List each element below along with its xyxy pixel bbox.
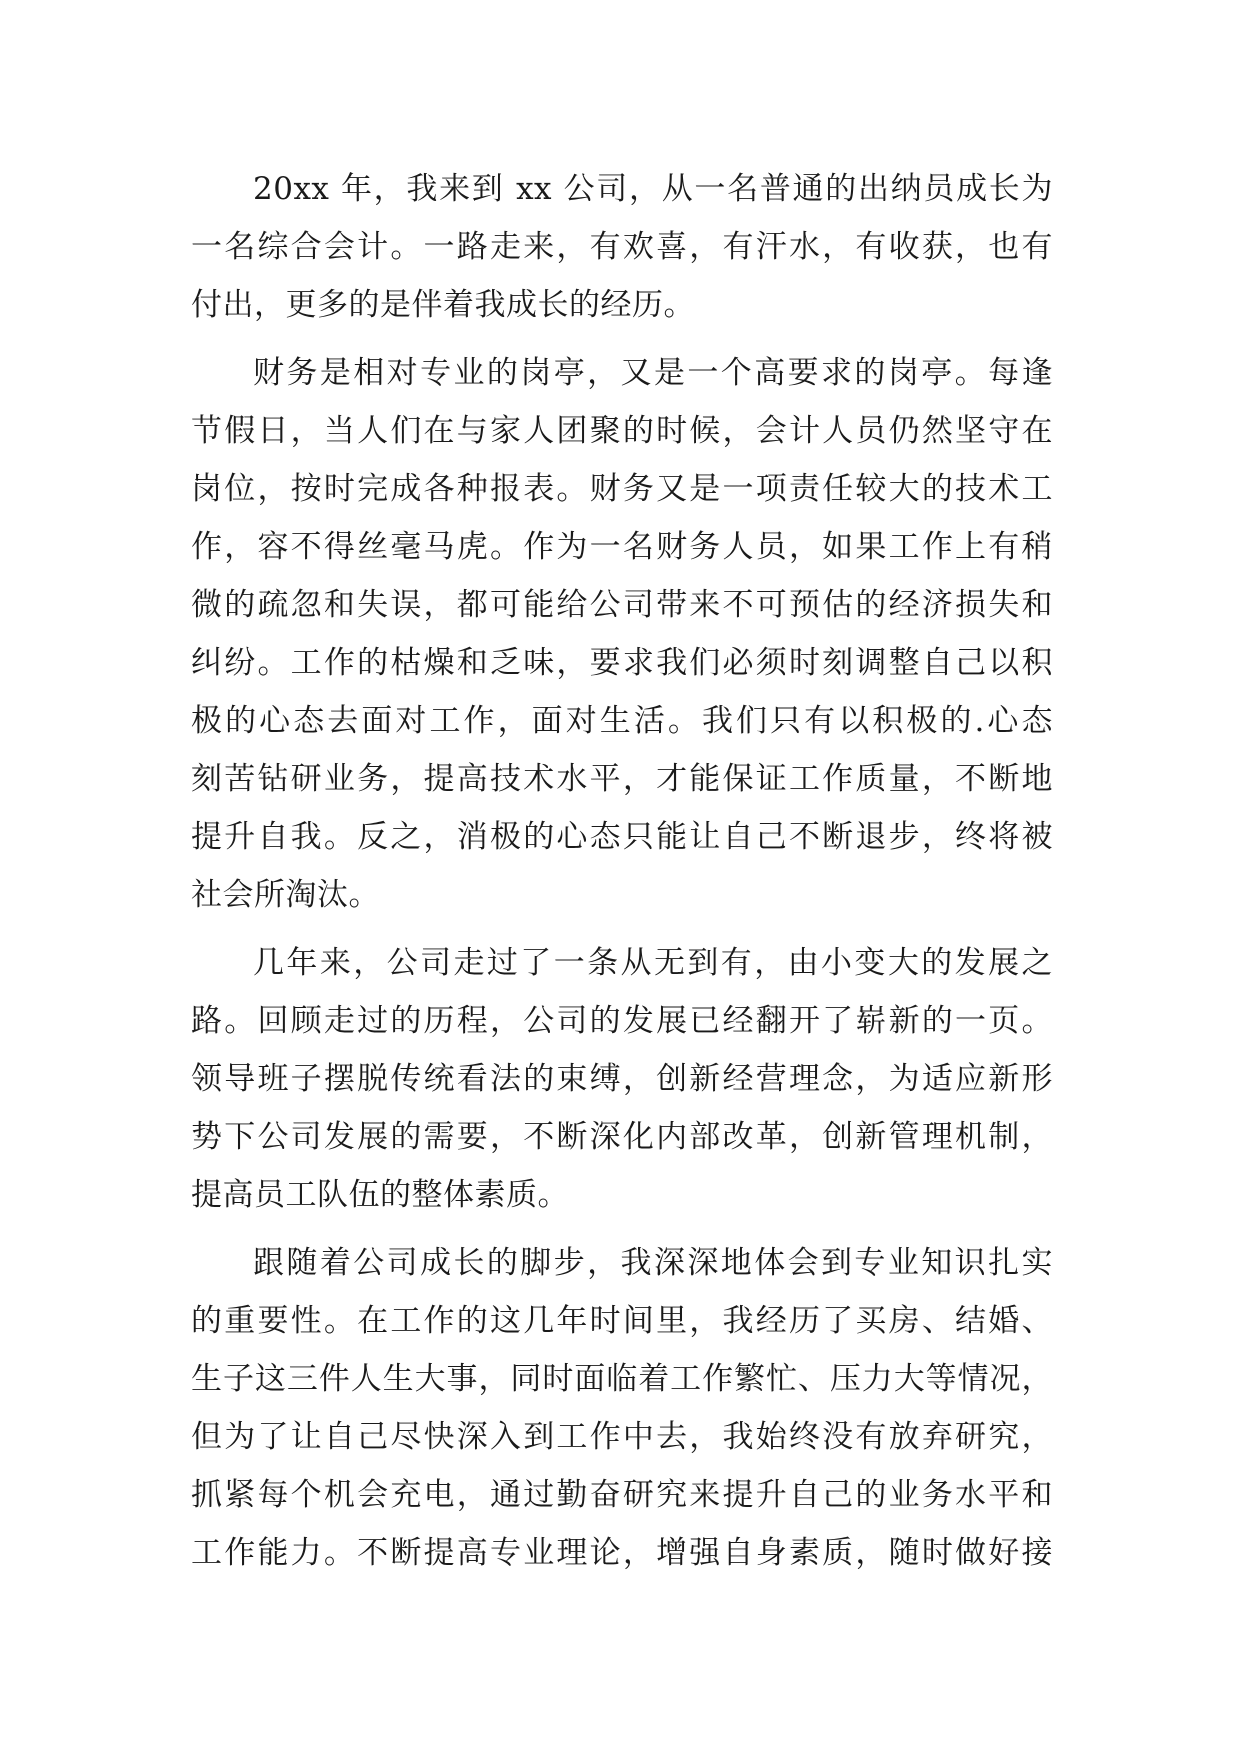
paragraph-1 xyxy=(191,160,1053,334)
text-line: 工作能力。不断提高专业理论，增强自身素质，随时做好接 xyxy=(191,1535,1053,1571)
text-line: 提升自我。反之，消极的心态只能让自己不断退步，终将被 xyxy=(191,819,1053,855)
text-line: 但为了让自己尽快深入到工作中去，我始终没有放弃研究， xyxy=(191,1419,1053,1455)
text-line: 跟随着公司成长的脚步，我深深地体会到专业知识扎实 xyxy=(253,1245,1053,1281)
text-line: 微的疏忽和失误，都可能给公司带来不可预估的经济损失和 xyxy=(191,587,1053,623)
document-body xyxy=(191,160,1053,1592)
text-line: 20xx 年，我来到 xx 公司，从一名普通的出纳员成长为 xyxy=(253,171,1053,207)
paragraph-3 xyxy=(191,934,1053,1224)
text-line: 提高员工队伍的整体素质。 xyxy=(191,1177,569,1213)
text-line: 抓紧每个机会充电，通过勤奋研究来提升自己的业务水平和 xyxy=(191,1477,1053,1513)
text-line: 节假日，当人们在与家人团聚的时候，会计人员仍然坚守在 xyxy=(191,413,1053,449)
paragraph-2 xyxy=(191,344,1053,924)
text-line: 财务是相对专业的岗亭，又是一个高要求的岗亭。每逢 xyxy=(253,355,1053,391)
text-line: 纠纷。工作的枯燥和乏味，要求我们必须时刻调整自己以积 xyxy=(191,645,1053,681)
text-line: 路。回顾走过的历程，公司的发展已经翻开了崭新的一页。 xyxy=(191,1003,1053,1039)
text-line: 的重要性。在工作的这几年时间里，我经历了买房、结婚、 xyxy=(191,1303,1053,1339)
text-line: 几年来，公司走过了一条从无到有，由小变大的发展之 xyxy=(253,945,1053,981)
text-line: 刻苦钻研业务，提高技术水平，才能保证工作质量，不断地 xyxy=(191,761,1053,797)
text-line: 社会所淘汰。 xyxy=(191,877,380,913)
text-line: 一名综合会计。一路走来，有欢喜，有汗水，有收获，也有 xyxy=(191,229,1053,265)
paragraph-4 xyxy=(191,1234,1053,1582)
text-line: 极的心态去面对工作，面对生活。我们只有以积极的.心态 xyxy=(191,703,1053,739)
text-line: 势下公司发展的需要，不断深化内部改革，创新管理机制， xyxy=(191,1119,1053,1155)
text-line: 领导班子摆脱传统看法的束缚，创新经营理念，为适应新形 xyxy=(191,1061,1053,1097)
text-line: 作，容不得丝毫马虎。作为一名财务人员，如果工作上有稍 xyxy=(191,529,1053,565)
text-line: 岗位，按时完成各种报表。财务又是一项责任较大的技术工 xyxy=(191,471,1053,507)
text-line: 付出，更多的是伴着我成长的经历。 xyxy=(191,287,695,323)
text-line: 生子这三件人生大事，同时面临着工作繁忙、压力大等情况， xyxy=(191,1361,1053,1397)
